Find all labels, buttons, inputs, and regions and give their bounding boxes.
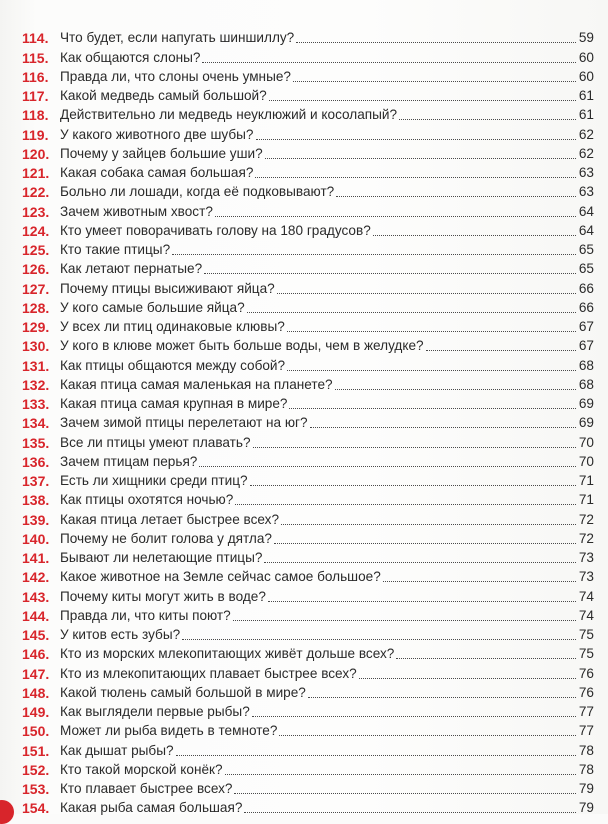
toc-entry-title: У всех ли птиц одинаковые клювы? — [60, 319, 285, 334]
toc-entry-page: 69 — [578, 396, 594, 411]
toc-entry-number: 131. — [22, 357, 50, 374]
toc-entry-title: Кто такие птицы? — [60, 242, 171, 257]
toc-entry-page: 74 — [578, 588, 594, 604]
dot-leader — [279, 735, 576, 736]
toc-entry-title: Почему не болит голова у дятла? — [60, 530, 272, 546]
toc-entry[interactable] — [22, 143, 594, 162]
toc-entry-page: 64 — [578, 203, 594, 219]
toc-entry-title: Как летают пернатые? — [60, 261, 203, 277]
toc-entry-number: 136. — [22, 453, 50, 470]
toc-entry[interactable] — [22, 528, 594, 547]
toc-entry-title: Какая птица летает быстрее всех? — [60, 511, 280, 527]
toc-entry[interactable] — [22, 739, 594, 758]
toc-entry-page: 69 — [578, 415, 594, 431]
toc-entry-number: 133. — [22, 396, 50, 412]
dot-leader — [264, 562, 576, 563]
toc-entry-title: Есть ли хищники среди птиц? — [60, 473, 248, 488]
toc-entry-page: 79 — [578, 781, 594, 796]
toc-entry[interactable] — [22, 489, 594, 508]
toc-entry[interactable] — [22, 451, 594, 470]
toc-entry-number: 138. — [22, 492, 50, 509]
toc-entry-page: 67 — [578, 319, 594, 334]
toc-entry-number: 140. — [22, 530, 50, 547]
toc-entry-page: 77 — [578, 704, 594, 719]
toc-entry-page: 62 — [578, 126, 594, 142]
toc-entry-page: 70 — [578, 453, 594, 469]
toc-entry[interactable] — [22, 720, 594, 739]
dot-leader — [256, 139, 577, 140]
toc-entry[interactable] — [22, 374, 594, 393]
toc-entry-title: Кто плавает быстрее всех? — [60, 781, 233, 796]
dot-leader — [234, 793, 576, 794]
toc-entry[interactable] — [22, 258, 594, 277]
dot-leader — [176, 755, 576, 756]
toc-entry-page: 68 — [578, 357, 594, 373]
toc-entry-number: 139. — [22, 511, 50, 528]
toc-entry-number: 150. — [22, 723, 50, 740]
toc-entry-number: 154. — [22, 800, 50, 817]
table-of-contents — [22, 27, 594, 816]
toc-entry[interactable] — [22, 412, 594, 431]
toc-entry-title: Как птицы общаются между собой? — [60, 357, 286, 373]
toc-entry-title: Почему у зайцев большие уши? — [60, 145, 263, 161]
dot-leader — [359, 678, 576, 679]
toc-entry[interactable] — [22, 200, 594, 219]
toc-entry[interactable] — [22, 104, 594, 123]
toc-entry-number: 152. — [22, 761, 50, 778]
toc-entry-title: Кто из морских млекопитающих живёт дольше всех? — [60, 646, 395, 662]
toc-entry[interactable] — [22, 66, 594, 85]
toc-entry-number: 124. — [22, 222, 50, 239]
toc-entry[interactable] — [22, 778, 594, 797]
toc-entry-page: 67 — [578, 338, 594, 354]
toc-entry-page: 77 — [578, 723, 594, 739]
toc-entry-title: Что будет, если напугать шиншиллу? — [60, 30, 295, 46]
toc-entry-number: 122. — [22, 184, 50, 201]
toc-entry-number: 120. — [22, 145, 50, 162]
toc-entry-page: 64 — [578, 222, 594, 238]
dot-leader — [308, 697, 576, 698]
toc-entry-number: 128. — [22, 299, 50, 316]
toc-entry-number: 126. — [22, 261, 50, 278]
dot-leader — [172, 254, 576, 255]
toc-entry-title: Какая рыба самая большая? — [60, 800, 243, 816]
toc-entry-number: 123. — [22, 203, 50, 220]
toc-entry-page: 70 — [578, 434, 594, 450]
dot-leader — [255, 177, 576, 178]
toc-entry[interactable] — [22, 46, 594, 65]
dot-leader — [244, 812, 576, 813]
toc-entry-number: 119. — [22, 126, 49, 143]
toc-entry-title: Кто такой морской конёк? — [60, 761, 223, 777]
toc-entry-title: У китов есть зубы? — [60, 627, 181, 642]
toc-entry-title: У кого в клюве может быть больше воды, чем в желудке? — [60, 338, 424, 354]
dot-leader — [268, 601, 576, 602]
dot-leader — [204, 273, 576, 274]
toc-entry-title: Как выглядели первые рыбы? — [60, 704, 250, 719]
toc-entry-title: Какой медведь самый большой? — [60, 88, 267, 103]
toc-entry-number: 132. — [22, 376, 50, 393]
toc-entry[interactable] — [22, 181, 594, 200]
toc-entry-number: 148. — [22, 684, 50, 701]
toc-entry-title: Какое животное на Земле сейчас самое большое? — [60, 569, 381, 585]
toc-entry[interactable] — [22, 123, 594, 142]
dot-leader — [265, 158, 576, 159]
toc-entry-title: Как птицы охотятся ночью? — [60, 492, 234, 508]
dot-leader — [296, 42, 576, 43]
toc-entry-number: 116. — [22, 68, 49, 85]
toc-entry[interactable] — [22, 797, 594, 816]
toc-entry-number: 149. — [22, 704, 50, 720]
toc-entry-title: Какая птица самая маленькая на планете? — [60, 376, 333, 392]
toc-entry-page: 60 — [578, 49, 594, 65]
toc-entry[interactable] — [22, 547, 594, 566]
dot-leader — [202, 62, 576, 63]
toc-entry-title: Кто из млекопитающих плавает быстрее всех? — [60, 665, 357, 681]
toc-entry-number: 146. — [22, 646, 50, 663]
dot-leader — [281, 524, 576, 525]
toc-entry-page: 61 — [578, 107, 594, 123]
toc-entry-number: 145. — [22, 627, 50, 643]
toc-entry[interactable] — [22, 585, 594, 604]
dot-leader — [253, 447, 576, 448]
toc-entry-title: У кого самые большие яйца? — [60, 299, 245, 315]
dot-leader — [235, 504, 576, 505]
toc-entry-page: 76 — [578, 684, 594, 700]
toc-entry[interactable] — [22, 277, 594, 296]
dot-leader — [269, 100, 576, 101]
toc-entry[interactable] — [22, 85, 594, 104]
dot-leader — [252, 716, 576, 717]
toc-entry[interactable] — [22, 220, 594, 239]
dot-leader — [274, 543, 576, 544]
dot-leader — [247, 312, 576, 313]
dot-leader — [396, 658, 576, 659]
dot-leader — [336, 196, 576, 197]
dot-leader — [225, 774, 576, 775]
toc-entry-title: Как дышат рыбы? — [60, 742, 174, 758]
dot-leader — [287, 370, 576, 371]
toc-entry-page: 66 — [578, 299, 594, 315]
toc-entry-number: 130. — [22, 338, 50, 355]
dot-leader — [426, 350, 576, 351]
toc-entry-title: Какая собака самая большая? — [60, 165, 254, 180]
dot-leader — [287, 331, 576, 332]
toc-entry[interactable] — [22, 605, 594, 624]
dot-leader — [199, 466, 576, 467]
toc-entry-page: 75 — [578, 627, 594, 642]
toc-entry-number: 135. — [22, 434, 50, 451]
toc-entry-title: Кто умеет поворачивать голову на 180 градусов? — [60, 222, 371, 238]
toc-entry-number: 137. — [22, 473, 50, 489]
toc-entry-number: 143. — [22, 588, 50, 605]
dot-leader — [335, 389, 576, 390]
toc-entry-page: 76 — [578, 665, 594, 681]
toc-entry-page: 75 — [578, 646, 594, 662]
toc-entry-title: Зачем животным хвост? — [60, 203, 213, 219]
toc-entry[interactable] — [22, 508, 594, 527]
toc-entry[interactable] — [22, 393, 594, 412]
toc-entry-title: Какой тюлень самый большой в мире? — [60, 684, 306, 700]
toc-entry-page: 74 — [578, 607, 594, 623]
dot-leader — [215, 216, 576, 217]
toc-entry[interactable] — [22, 470, 594, 489]
toc-entry-title: Все ли птицы умеют плавать? — [60, 434, 251, 450]
dot-leader — [293, 81, 576, 82]
toc-entry-page: 78 — [578, 742, 594, 758]
toc-entry-title: Больно ли лошади, когда её подковывают? — [60, 184, 335, 200]
toc-entry-page: 73 — [578, 550, 594, 565]
toc-entry[interactable] — [22, 759, 594, 778]
toc-entry-number: 118. — [22, 107, 49, 124]
toc-entry-page: 65 — [578, 242, 594, 257]
dot-leader — [289, 408, 576, 409]
toc-entry-number: 129. — [22, 319, 50, 335]
toc-entry-number: 117. — [22, 88, 49, 104]
toc-entry-page: 65 — [578, 261, 594, 277]
toc-entry[interactable] — [22, 566, 594, 585]
toc-entry-page: 59 — [578, 30, 594, 46]
toc-entry-number: 115. — [22, 49, 49, 66]
toc-entry-title: Правда ли, что слоны очень умные? — [60, 68, 291, 84]
dot-leader — [399, 119, 576, 120]
toc-entry[interactable] — [22, 335, 594, 354]
toc-entry-title: Зачем зимой птицы перелетают на юг? — [60, 415, 308, 431]
toc-entry[interactable] — [22, 624, 594, 643]
toc-entry-title: У какого животного две шубы? — [60, 126, 254, 142]
toc-entry-page: 71 — [578, 492, 594, 508]
toc-entry-page: 66 — [578, 280, 594, 296]
toc-entry[interactable] — [22, 239, 594, 258]
toc-entry-number: 125. — [22, 242, 50, 258]
toc-entry-page: 73 — [578, 569, 594, 585]
dot-leader — [383, 581, 576, 582]
toc-entry[interactable] — [22, 662, 594, 681]
toc-entry-page: 72 — [578, 511, 594, 527]
toc-entry[interactable] — [22, 431, 594, 450]
dot-leader — [250, 485, 576, 486]
dot-leader — [277, 293, 576, 294]
toc-entry-page: 60 — [578, 68, 594, 84]
toc-entry-number: 142. — [22, 569, 50, 586]
toc-entry-number: 114. — [22, 30, 49, 47]
toc-entry-number: 141. — [22, 550, 50, 566]
toc-entry-title: Может ли рыба видеть в темноте? — [60, 723, 278, 739]
toc-entry[interactable] — [22, 701, 594, 720]
toc-entry-number: 147. — [22, 665, 50, 682]
toc-entry[interactable] — [22, 316, 594, 335]
toc-entry-page: 79 — [578, 800, 594, 816]
dot-leader — [233, 620, 576, 621]
toc-entry-page: 68 — [578, 376, 594, 392]
toc-entry[interactable] — [22, 297, 594, 316]
toc-entry-number: 153. — [22, 781, 50, 797]
toc-entry-number: 134. — [22, 415, 50, 432]
toc-entry-number: 144. — [22, 607, 50, 624]
toc-entry-title: Правда ли, что киты поют? — [60, 607, 231, 623]
dot-leader — [310, 427, 576, 428]
dot-leader — [182, 639, 576, 640]
toc-entry-title: Бывают ли нелетающие птицы? — [60, 550, 263, 565]
toc-entry-page: 71 — [578, 473, 594, 488]
toc-entry-page: 62 — [578, 145, 594, 161]
toc-entry-page: 63 — [578, 165, 594, 180]
dot-leader — [373, 235, 576, 236]
toc-entry-page: 78 — [578, 761, 594, 777]
toc-entry-number: 127. — [22, 280, 50, 297]
toc-entry-number: 151. — [22, 742, 50, 759]
toc-entry-title: Почему киты могут жить в воде? — [60, 588, 266, 604]
page-corner-marker — [0, 800, 14, 824]
toc-entry-title: Почему птицы высиживают яйца? — [60, 280, 275, 296]
toc-entry[interactable] — [22, 162, 594, 181]
toc-entry-title: Действительно ли медведь неуклюжий и косолапый? — [60, 107, 398, 123]
toc-entry-page: 72 — [578, 530, 594, 546]
toc-entry-title: Как общаются слоны? — [60, 49, 201, 65]
toc-entry[interactable] — [22, 354, 594, 373]
toc-entry-title: Какая птица самая крупная в мире? — [60, 396, 288, 411]
toc-entry[interactable] — [22, 643, 594, 662]
toc-entry-title: Зачем птицам перья? — [60, 453, 198, 469]
toc-entry-page: 63 — [578, 184, 594, 200]
toc-entry-number: 121. — [22, 165, 50, 181]
toc-entry[interactable] — [22, 682, 594, 701]
toc-entry-page: 61 — [578, 88, 594, 103]
toc-entry[interactable] — [22, 27, 594, 46]
